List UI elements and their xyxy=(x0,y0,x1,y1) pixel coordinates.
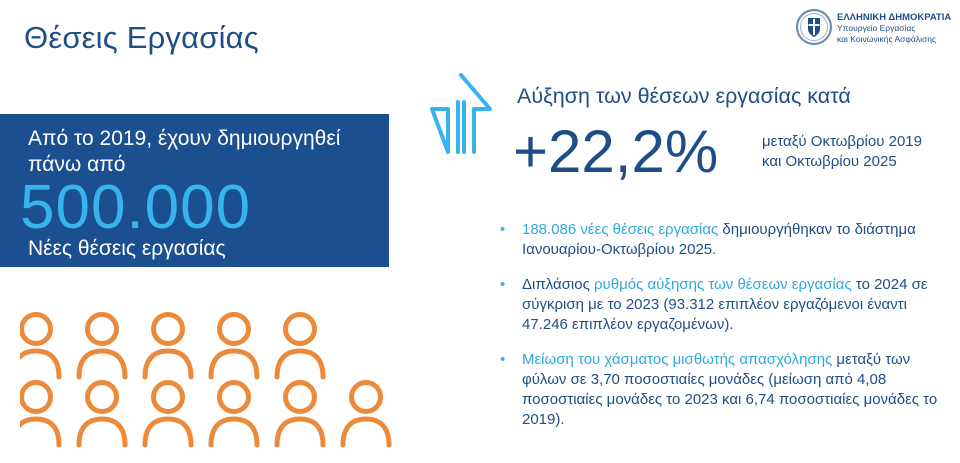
bullet-dot-icon: • xyxy=(500,221,506,238)
person-icon xyxy=(79,383,125,446)
logo-title: ΕΛΛΗΝΙΚΗ ΔΗΜΟΚΡΑΤΙΑ xyxy=(837,12,952,23)
person-icon xyxy=(79,315,125,378)
highlight-number: 500.000 xyxy=(20,173,252,242)
increase-heading: Αύξηση των θέσεων εργασίας κατά xyxy=(517,84,851,108)
increase-note-line2: και Οκτωβρίου 2025 xyxy=(762,153,897,170)
fact-highlight: ρυθμός αύξησης των θέσεων εργασίας xyxy=(593,276,852,293)
person-icon xyxy=(20,315,59,378)
fact-text: μεταξύ των φύλων σε 3,70 ποσοστιαίες μονάδες (μείωση από 4,08 ποσοστιαίες μονάδες το 2023 και 6,74 ποσοστιαίες μονάδες το 2019). xyxy=(522,351,938,428)
increase-period-note xyxy=(762,132,922,172)
people-illustration xyxy=(20,305,400,463)
logo-ministry-line1: Υπουργείο Εργασίας xyxy=(837,23,916,33)
increase-note-line1: μεταξύ Οκτωβρίου 2019 xyxy=(762,133,922,150)
person-icon xyxy=(277,315,323,378)
facts-list xyxy=(500,220,940,445)
person-icon xyxy=(145,383,191,446)
person-icon xyxy=(277,383,323,446)
bullet-dot-icon: • xyxy=(500,351,506,368)
up-arrow-icon xyxy=(428,72,494,156)
fact-highlight: Μείωση του χάσματος μισθωτής απασχόλησης xyxy=(522,351,833,368)
increase-value: +22,2% xyxy=(513,118,719,185)
person-icon xyxy=(211,315,257,378)
jobs-highlight-box xyxy=(0,114,389,267)
fact-item-growth-rate xyxy=(500,275,940,335)
person-icon xyxy=(20,383,59,446)
person-icon xyxy=(211,383,257,446)
hellenic-republic-emblem-icon xyxy=(795,6,833,48)
person-icon xyxy=(343,383,389,446)
fact-text: το 2024 σε σύγκριση με το 2023 (93.312 επιπλέον εργαζόμενοι έναντι 47.246 επιπλέον εργαζομένων). xyxy=(522,276,928,333)
fact-text: δημιουργήθηκαν το διάστημα Ιανουαρίου-Οκτωβρίου 2025. xyxy=(522,221,916,258)
fact-item-new-jobs xyxy=(500,220,940,260)
fact-pre: Διπλάσιος xyxy=(522,276,594,293)
bullet-dot-icon: • xyxy=(500,276,506,293)
people-row-2 xyxy=(20,383,389,446)
fact-highlight: 188.086 νέες θέσεις εργασίας xyxy=(522,221,719,238)
fact-item-gender-gap xyxy=(500,350,940,430)
ministry-logo xyxy=(795,6,955,50)
highlight-intro: Από το 2019, έχουν δημιουργηθεί πάνω από xyxy=(28,127,341,176)
highlight-caption: Νέες θέσεις εργασίας xyxy=(28,237,226,260)
people-row-1 xyxy=(20,315,323,378)
logo-ministry-line2: και Κοινωνικής Ασφάλισης xyxy=(837,34,937,44)
page-title: Θέσεις Εργασίας xyxy=(24,20,259,55)
person-icon xyxy=(145,315,191,378)
